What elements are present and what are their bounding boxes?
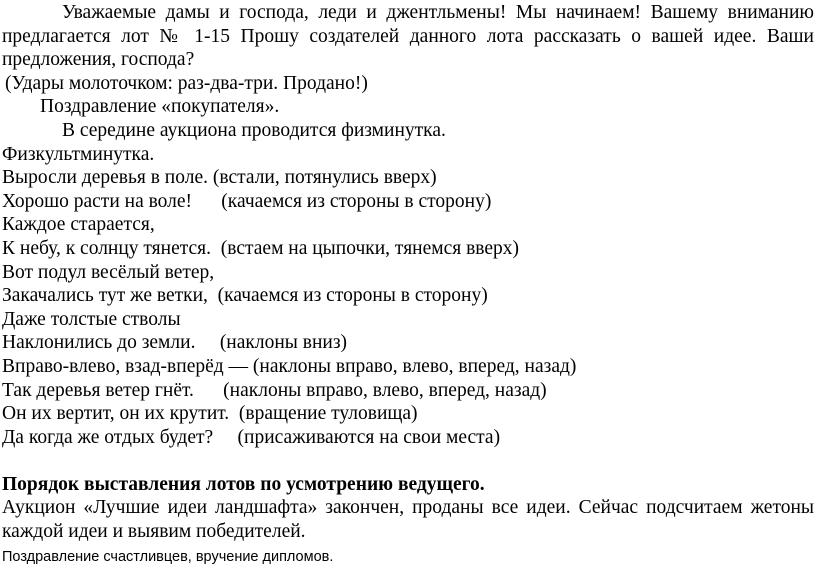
intro-paragraph [2,1,814,72]
exercise-title: Физкультминутка. [2,143,155,165]
exercise-line: Даже толстые стволы [2,308,181,330]
exercise-line: Хорошо расти на воле! (качаемся из стороны в сторону) [2,190,492,212]
final-line: Поздравление счастливцев, вручение дипломов. [2,548,334,565]
exercise-line: Выросли деревья в поле. (встали, потянулись вверх) [2,167,437,189]
closing-paragraph [2,496,814,543]
exercise-line: Да когда же отдых будет? (присаживаются на свои места) [2,426,501,448]
exercise-line: Наклонились до земли. (наклоны вниз) [2,332,348,354]
intro-paragraph-text: Уважаемые дамы и господа, леди и джентльмены! Мы начинаем! Вашему вниманию предлагается лот № 1-15 Прошу создателей данного лота рассказать о вашей идее. Ваши предложения, господа? [2,2,814,71]
lot-order-heading: Порядок выставления лотов по усмотрению ведущего. [2,473,485,495]
exercise-line: Он их вертит, он их крутит. (вращение туловища) [2,403,418,425]
exercise-line: К небу, к солнцу тянется. (встаем на цыпочки, тянемся вверх) [2,237,520,259]
congrats-buyer: Поздравление «покупателя». [40,96,280,118]
exercise-line: Вот подул весёлый ветер, [2,261,215,283]
hammer-line: (Удары молоточком: раз-два-три. Продано!) [5,72,368,94]
exercise-line: Каждое старается, [2,214,155,236]
middle-auction-note: В середине аукциона проводится физминутка. [62,119,446,141]
blank-line [2,449,814,473]
exercise-line: Вправо-влево, взад-вперёд — (наклоны вправо, влево, вперед, назад) [2,355,577,377]
exercise-line: Так деревья ветер гнёт. (наклоны вправо, влево, вперед, назад) [2,379,547,401]
exercise-line: Закачались тут же ветки, (качаемся из стороны в сторону) [2,285,488,307]
closing-paragraph-text: Аукцион «Лучшие идеи ландшафта» закончен, проданы все идеи. Сейчас подсчитаем жетоны каждой идеи и выявим победителей. [2,497,814,543]
